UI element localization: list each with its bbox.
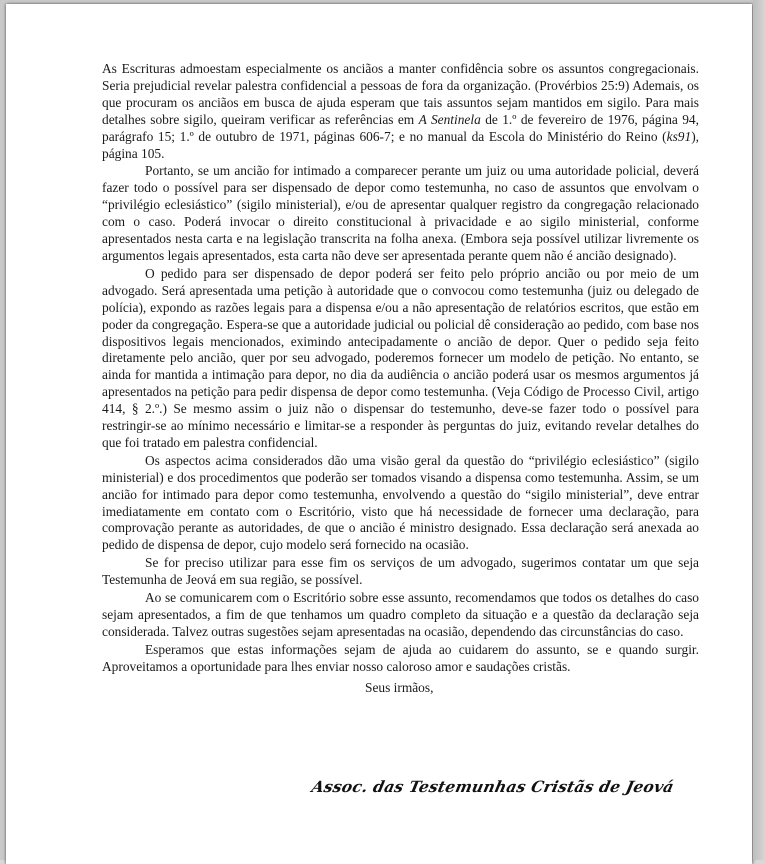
publication-title-sentinela: A Sentinela — [418, 111, 481, 127]
letter-body — [102, 61, 699, 697]
publication-code-ks91: ks91 — [666, 128, 692, 144]
paragraph-1-text-b: de 1.º de fevereiro de 1976, página 94, parágrafo 15; 1.º de outubro de 1971, páginas 606-7; e no manual da Escola do Ministério do Reino ( — [102, 111, 699, 144]
paragraph-6: Ao se comunicarem com o Escritório sobre esse assunto, recomendamos que todos os detalhes do caso sejam apresentados, a fim de que tenhamos um quadro completo da situação e a questão da declaração seja considerada. Talvez outras sugestões sejam apresentadas na ocasião, dependendo das circunstâncias do caso. — [102, 590, 699, 639]
paragraph-7: Esperamos que estas informações sejam de ajuda ao cuidarem do assunto, se e quando surgir. Aproveitamos a oportunidade para lhes enviar nosso caloroso amor e saudações cristãs. — [102, 641, 699, 674]
closing-salutation: Seus irmãos, — [365, 679, 434, 695]
paragraph-1-text-c: ), página 105. — [102, 128, 699, 161]
signature: Assoc. das Testemunhas Cristãs de Jeová — [309, 777, 676, 796]
paragraph-1 — [102, 61, 699, 162]
paragraph-2: Portanto, se um ancião for intimado a comparecer perante um juiz ou uma autoridade policial, deverá fazer todo o possível para ser dispensado de depor como testemunha, no caso de assuntos que envolvam o “privilégio eclesiástico” (sigilo ministerial), e/ou de apresentar qualquer registro da congregação relacionado com o caso. Poderá invocar o direito constitucional à privacidade e ao sigilo ministerial, conforme apresentados nesta carta e na legislação transcrita na folha anexa. (Embora seja possível utilizar livremente os argumentos legais apresentados, esta carta não deve ser apresentada perante quem não é ancião designado). — [102, 163, 699, 263]
viewer-gutter — [753, 0, 765, 860]
paragraph-1-text-a: As Escrituras admoestam especialmente os anciãos a manter confidência sobre os assuntos congregacionais. Seria prejudicial revelar palestra confidencial a pessoas de fora da organização. (Provérbios 25:9) Ademais, os que procuram os anciãos em busca de ajuda esperam que tais assuntos sejam mantidos em sigilo. Para mais detalhes sobre sigilo, queiram verificar as referências em — [102, 61, 699, 127]
paragraph-5: Se for preciso utilizar para esse fim os serviços de um advogado, sugerimos contatar um que seja Testemunha de Jeová em sua região, se possível. — [102, 555, 699, 588]
paragraph-4: Os aspectos acima considerados dão uma visão geral da questão do “privilégio eclesiástico” (sigilo ministerial) e dos procedimentos que poderão ser tomados visando a dispensa como testemunha. Assim, se um ancião for intimado para depor como testemunha, envolvendo a questão do “sigilo ministerial”, deve entrar imediatamente em contato com o Escritório, visto que há necessidade de fornecer uma declaração, para comprovação perante as autoridades, de que o ancião é ministro designado. Essa declaração será anexada ao pedido de dispensa de depor, cujo modelo será fornecido na ocasião. — [102, 452, 699, 553]
paragraph-3: O pedido para ser dispensado de depor poderá ser feito pelo próprio ancião ou por meio de um advogado. Será apresentada uma petição à autoridade que o convocou como testemunha (juiz ou delegado de polícia), expondo as razões legais para a dispensa e/ou a não apresentação de relatórios escritos, que estão em poder da congregação. Espera-se que a autoridade judicial ou policial dê consideração ao pedido, com base nos dispositivos legais mencionados, eximindo antecipadamente o ancião de depor. Quer o pedido seja feito diretamente pelo ancião, quer por seu advogado, poderemos fornecer um modelo de petição. No entanto, se ainda for mantida a intimação para depor, no dia da audiência o ancião poderá usar os mesmos argumentos já apresentados na petição para pedir dispensa de depor como testemunha. (Veja Código de Processo Civil, artigo 414, § 2.º.) Se mesmo assim o juiz não o dispensar do testemunho, deve-se fazer todo o possível para restringir-se ao mínimo necessário e limitar-se a responder às perguntas do juiz, evitando revelar detalhes do que foi tratado em palestra confidencial. — [102, 265, 699, 450]
document-page — [6, 4, 752, 864]
